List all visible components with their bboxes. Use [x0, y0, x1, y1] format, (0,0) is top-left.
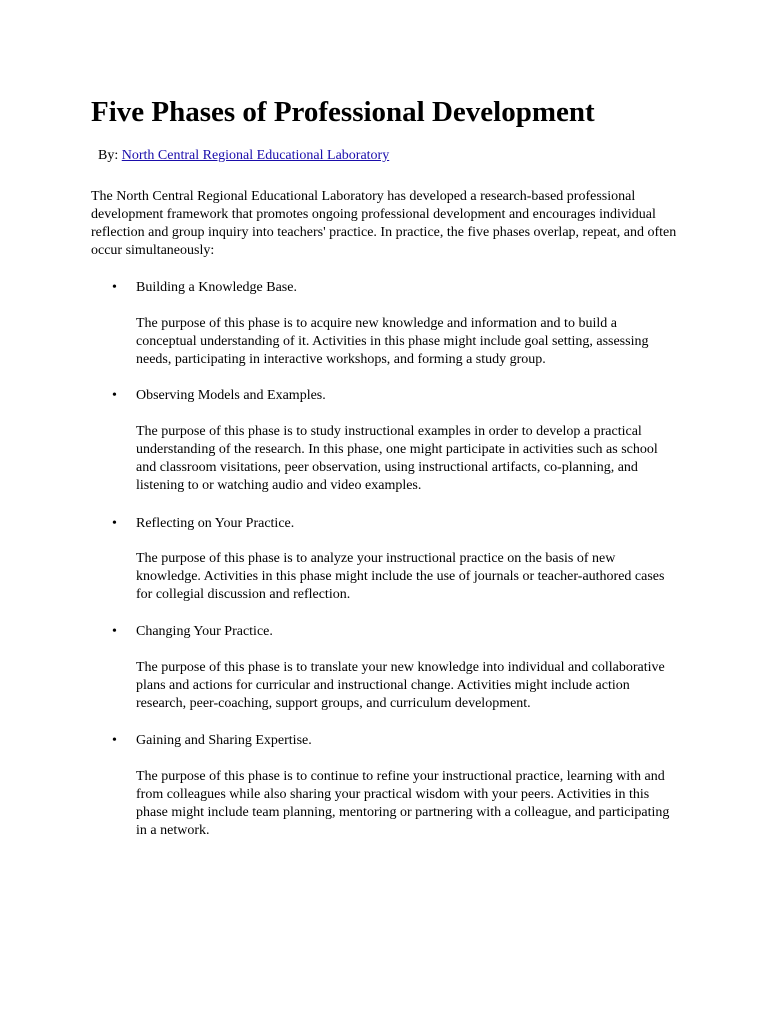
- bullet-icon: •: [112, 733, 117, 748]
- byline-prefix: By:: [98, 148, 119, 163]
- bullet-icon: •: [112, 280, 117, 295]
- page-title: Five Phases of Professional Development: [91, 96, 595, 128]
- phase-title: [112, 279, 297, 297]
- phase-title-text: Changing Your Practice.: [136, 624, 273, 639]
- bullet-icon: •: [112, 624, 117, 639]
- phase-description: The purpose of this phase is to analyze your instructional practice on the basis of new knowledge. Activities in this phase might include the use of journals or teacher-authored cases for collegial discussion and reflection.: [136, 551, 665, 602]
- phase-title: [112, 732, 312, 750]
- phase-title-text: Gaining and Sharing Expertise.: [136, 733, 312, 748]
- author-link[interactable]: North Central Regional Educational Laboratory: [121, 148, 390, 163]
- phase-title: [112, 515, 295, 533]
- byline: [98, 146, 389, 166]
- phase-description: The purpose of this phase is to study instructional examples in order to develop a practical understanding of the research. In this phase, one might participate in activities such as school and classroom visitations, peer observation, using instructional artifacts, co-planning, and listening to or watching audio and video examples.: [136, 424, 658, 493]
- intro-paragraph: The North Central Regional Educational Laboratory has developed a research-based professional development framework that promotes ongoing professional development and encourages individual reflection and group inquiry into teachers' practice. In practice, the five phases overlap, repeat, and often occur simultaneously:: [91, 189, 677, 258]
- bullet-icon: •: [112, 516, 117, 531]
- phase-description: The purpose of this phase is to acquire new knowledge and information and to build a conceptual understanding of it. Activities in this phase might include goal setting, assessing needs, participating in interactive workshops, and forming a study group.: [136, 316, 649, 367]
- phase-description: The purpose of this phase is to translate your new knowledge into individual and collaborative plans and actions for curricular and instructional change. Activities might include action research, peer-coaching, support groups, and curriculum development.: [136, 660, 665, 711]
- phase-title-text: Building a Knowledge Base.: [136, 280, 297, 295]
- bullet-icon: •: [112, 388, 117, 403]
- phase-title: [112, 387, 326, 405]
- phase-title-text: Reflecting on Your Practice.: [136, 516, 295, 531]
- phase-title: [112, 623, 273, 641]
- phase-description: The purpose of this phase is to continue to refine your instructional practice, learning with and from colleagues while also sharing your practical wisdom with your peers. Activities in this phase might include team planning, mentoring or partnering with a colleague, and participating in a network.: [136, 769, 670, 838]
- phase-title-text: Observing Models and Examples.: [136, 388, 326, 403]
